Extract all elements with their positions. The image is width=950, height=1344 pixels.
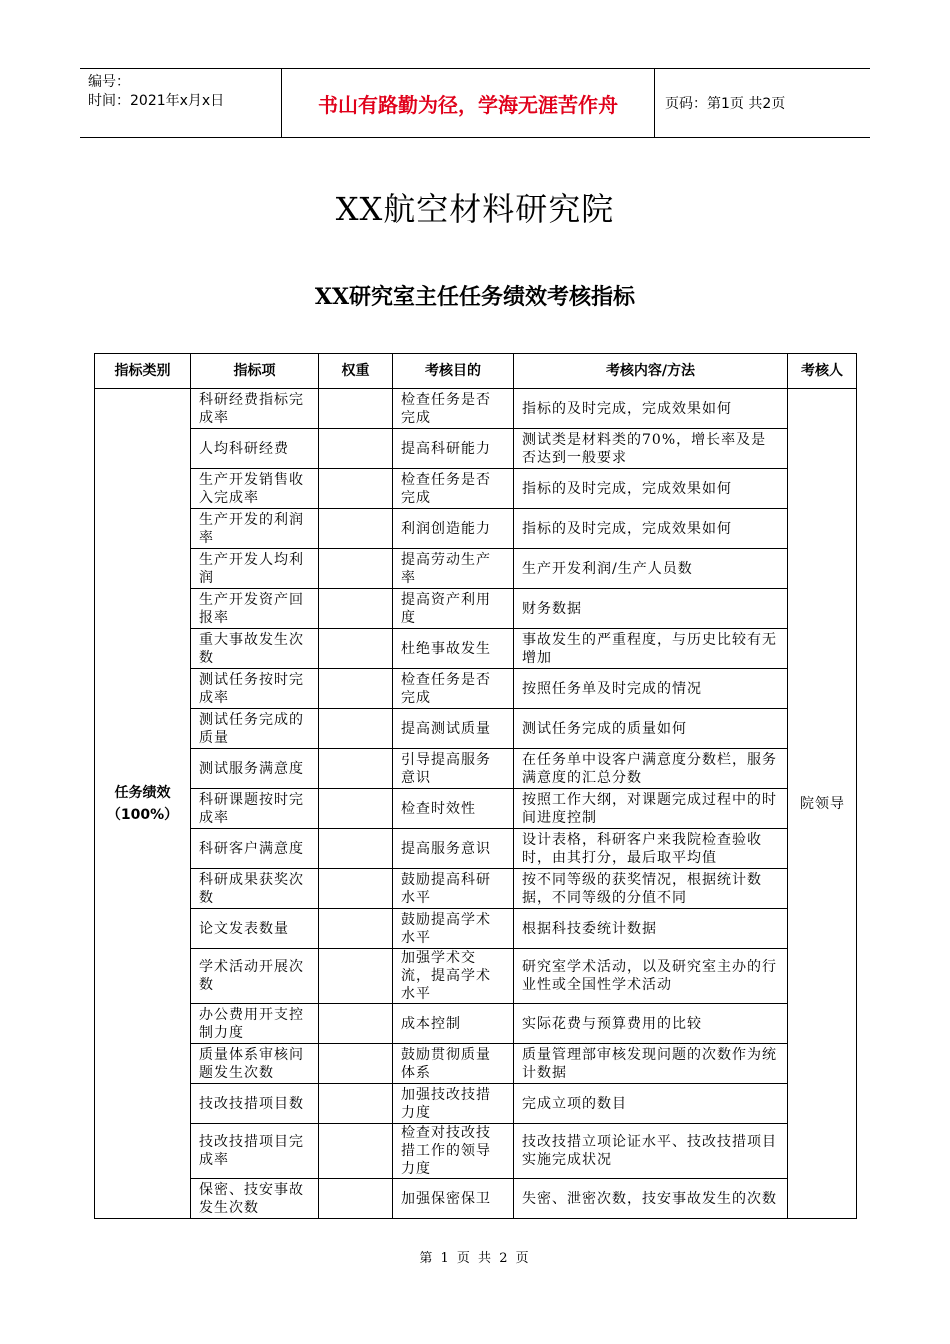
method-cell: 指标的及时完成，完成效果如何 bbox=[514, 389, 788, 429]
purpose-cell: 加强保密保卫 bbox=[393, 1179, 514, 1219]
header-item: 指标项 bbox=[191, 354, 319, 389]
purpose-cell: 杜绝事故发生 bbox=[393, 629, 514, 669]
purpose-cell: 提高资产利用度 bbox=[393, 589, 514, 629]
weight-cell bbox=[319, 749, 393, 789]
table-row bbox=[95, 669, 857, 709]
table-row bbox=[95, 389, 857, 429]
header-meta bbox=[80, 69, 282, 137]
table-row bbox=[95, 1044, 857, 1084]
header-method: 考核内容/方法 bbox=[514, 354, 788, 389]
purpose-cell: 鼓励贯彻质量体系 bbox=[393, 1044, 514, 1084]
method-cell: 测试类是材料类的70%，增长率及是否达到一般要求 bbox=[514, 429, 788, 469]
weight-cell bbox=[319, 869, 393, 909]
item-cell: 人均科研经费 bbox=[191, 429, 319, 469]
weight-cell bbox=[319, 669, 393, 709]
category-label: 任务绩效 bbox=[114, 784, 171, 801]
method-cell: 指标的及时完成，完成效果如何 bbox=[514, 469, 788, 509]
page-header bbox=[80, 68, 870, 138]
item-cell: 测试服务满意度 bbox=[191, 749, 319, 789]
item-cell: 重大事故发生次数 bbox=[191, 629, 319, 669]
weight-cell bbox=[319, 829, 393, 869]
item-cell: 科研成果获奖次数 bbox=[191, 869, 319, 909]
item-cell: 科研客户满意度 bbox=[191, 829, 319, 869]
item-cell: 学术活动开展次数 bbox=[191, 949, 319, 1004]
purpose-cell: 检查对技改技措工作的领导力度 bbox=[393, 1124, 514, 1179]
table-row bbox=[95, 909, 857, 949]
table-row bbox=[95, 1179, 857, 1219]
table-row bbox=[95, 629, 857, 669]
item-cell: 生产开发销售收入完成率 bbox=[191, 469, 319, 509]
reviewer-cell: 院领导 bbox=[788, 389, 857, 1219]
method-cell: 财务数据 bbox=[514, 589, 788, 629]
item-cell: 科研经费指标完成率 bbox=[191, 389, 319, 429]
method-cell: 设计表格，科研客户来我院检查验收时，由其打分，最后取平均值 bbox=[514, 829, 788, 869]
table-row bbox=[95, 949, 857, 1004]
purpose-cell: 利润创造能力 bbox=[393, 509, 514, 549]
header-motto: 书山有路勤为径，学海无涯苦作舟 bbox=[282, 69, 655, 137]
item-cell: 生产开发的利润率 bbox=[191, 509, 319, 549]
page-footer: 第 1 页 共 2 页 bbox=[419, 1251, 531, 1266]
method-cell: 质量管理部审核发现问题的次数作为统计数据 bbox=[514, 1044, 788, 1084]
weight-cell bbox=[319, 709, 393, 749]
purpose-cell: 提高劳动生产率 bbox=[393, 549, 514, 589]
table-row bbox=[95, 709, 857, 749]
method-cell: 完成立项的数目 bbox=[514, 1084, 788, 1124]
category-weight: （100%） bbox=[106, 806, 179, 823]
weight-cell bbox=[319, 429, 393, 469]
table-row bbox=[95, 749, 857, 789]
weight-cell bbox=[319, 1044, 393, 1084]
weight-cell bbox=[319, 509, 393, 549]
header-weight: 权重 bbox=[319, 354, 393, 389]
table-row bbox=[95, 429, 857, 469]
purpose-cell: 检查任务是否完成 bbox=[393, 389, 514, 429]
item-cell: 生产开发资产回报率 bbox=[191, 589, 319, 629]
item-cell: 技改技措项目完成率 bbox=[191, 1124, 319, 1179]
purpose-cell: 鼓励提高科研水平 bbox=[393, 869, 514, 909]
purpose-cell: 检查时效性 bbox=[393, 789, 514, 829]
weight-cell bbox=[319, 629, 393, 669]
table-row bbox=[95, 869, 857, 909]
document-number-label: 编号： bbox=[88, 74, 130, 90]
item-cell: 生产开发人均利润 bbox=[191, 549, 319, 589]
purpose-cell: 提高服务意识 bbox=[393, 829, 514, 869]
method-cell: 技改技措立项论证水平、技改技措项目实施完成状况 bbox=[514, 1124, 788, 1179]
header-reviewer: 考核人 bbox=[788, 354, 857, 389]
purpose-cell: 鼓励提高学术水平 bbox=[393, 909, 514, 949]
document-date: 时间：2021年x月x日 bbox=[88, 93, 225, 109]
weight-cell bbox=[319, 389, 393, 429]
header-page-info: 页码：第1页 共2页 bbox=[665, 96, 786, 112]
weight-cell bbox=[319, 789, 393, 829]
method-cell: 失密、泄密次数，技安事故发生的次数 bbox=[514, 1179, 788, 1219]
item-cell: 测试任务完成的质量 bbox=[191, 709, 319, 749]
item-cell: 科研课题按时完成率 bbox=[191, 789, 319, 829]
table-row bbox=[95, 589, 857, 629]
method-cell: 测试任务完成的质量如何 bbox=[514, 709, 788, 749]
item-cell: 保密、技安事故发生次数 bbox=[191, 1179, 319, 1219]
weight-cell bbox=[319, 1124, 393, 1179]
method-cell: 研究室学术活动，以及研究室主办的行业性或全国性学术活动 bbox=[514, 949, 788, 1004]
purpose-cell: 成本控制 bbox=[393, 1004, 514, 1044]
table-row bbox=[95, 789, 857, 829]
weight-cell bbox=[319, 1084, 393, 1124]
method-cell: 事故发生的严重程度，与历史比较有无增加 bbox=[514, 629, 788, 669]
weight-cell bbox=[319, 909, 393, 949]
method-cell: 按照任务单及时完成的情况 bbox=[514, 669, 788, 709]
purpose-cell: 加强学术交流，提高学术水平 bbox=[393, 949, 514, 1004]
document-title: XX航空材料研究院 bbox=[335, 190, 615, 228]
purpose-cell: 检查任务是否完成 bbox=[393, 669, 514, 709]
table-row bbox=[95, 469, 857, 509]
method-cell: 按不同等级的获奖情况，根据统计数据，不同等级的分值不同 bbox=[514, 869, 788, 909]
weight-cell bbox=[319, 469, 393, 509]
kpi-table bbox=[94, 353, 857, 1219]
table-row bbox=[95, 1004, 857, 1044]
purpose-cell: 加强技改技措力度 bbox=[393, 1084, 514, 1124]
table-row bbox=[95, 1084, 857, 1124]
method-cell: 根据科技委统计数据 bbox=[514, 909, 788, 949]
method-cell: 指标的及时完成，完成效果如何 bbox=[514, 509, 788, 549]
item-cell: 论文发表数量 bbox=[191, 909, 319, 949]
method-cell: 在任务单中设客户满意度分数栏，服务满意度的汇总分数 bbox=[514, 749, 788, 789]
purpose-cell: 提高测试质量 bbox=[393, 709, 514, 749]
item-cell: 测试任务按时完成率 bbox=[191, 669, 319, 709]
item-cell: 办公费用开支控制力度 bbox=[191, 1004, 319, 1044]
purpose-cell: 引导提高服务意识 bbox=[393, 749, 514, 789]
weight-cell bbox=[319, 949, 393, 1004]
item-cell: 质量体系审核问题发生次数 bbox=[191, 1044, 319, 1084]
category-cell bbox=[95, 389, 191, 1219]
table-row bbox=[95, 509, 857, 549]
item-cell: 技改技措项目数 bbox=[191, 1084, 319, 1124]
method-cell: 生产开发利润/生产人员数 bbox=[514, 549, 788, 589]
header-category: 指标类别 bbox=[95, 354, 191, 389]
weight-cell bbox=[319, 1179, 393, 1219]
weight-cell bbox=[319, 549, 393, 589]
document-subtitle: XX研究室主任任务绩效考核指标 bbox=[314, 284, 636, 310]
table-header-row bbox=[95, 354, 857, 389]
method-cell: 实际花费与预算费用的比较 bbox=[514, 1004, 788, 1044]
table-row bbox=[95, 1124, 857, 1179]
weight-cell bbox=[319, 1004, 393, 1044]
purpose-cell: 检查任务是否完成 bbox=[393, 469, 514, 509]
table-row bbox=[95, 549, 857, 589]
purpose-cell: 提高科研能力 bbox=[393, 429, 514, 469]
table-row bbox=[95, 829, 857, 869]
weight-cell bbox=[319, 589, 393, 629]
method-cell: 按照工作大纲，对课题完成过程中的时间进度控制 bbox=[514, 789, 788, 829]
header-purpose: 考核目的 bbox=[393, 354, 514, 389]
